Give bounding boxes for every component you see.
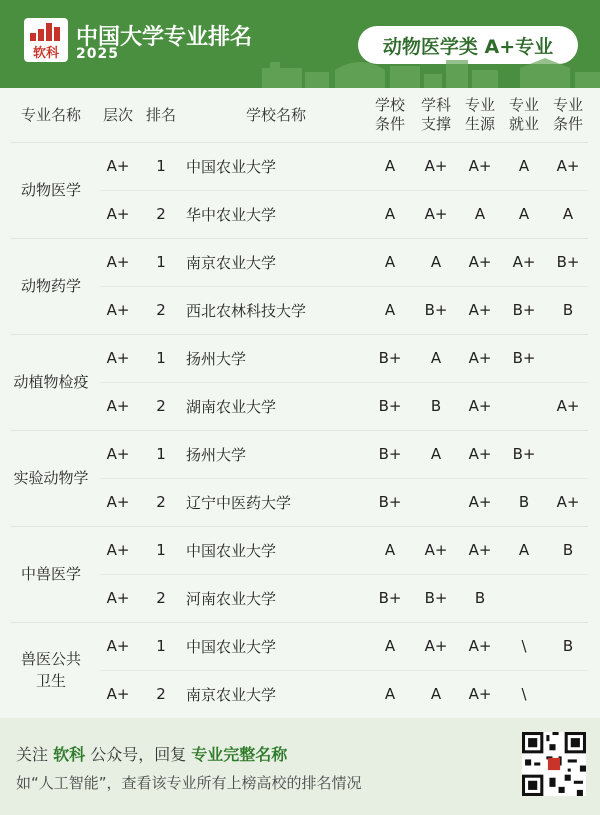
cell-level: A+: [106, 301, 130, 319]
cell-school: 南京农业大学: [186, 253, 277, 272]
cell-c5: A+: [556, 397, 580, 415]
ranking-table: [0, 88, 600, 718]
cell-c1: B+: [378, 589, 402, 607]
cell-level: A+: [106, 397, 130, 415]
cell-school: 中国农业大学: [186, 541, 277, 560]
cell-c2: A: [430, 685, 442, 703]
logo-text: 软科: [32, 46, 59, 61]
cell-c4: A: [518, 157, 530, 175]
col-school: 学校名称: [245, 105, 306, 124]
col-school-condition: 学校 条件: [374, 96, 405, 133]
cell-c3: A+: [468, 349, 492, 367]
reply-keyword: 专业完整名称: [191, 745, 288, 764]
cell-school: 湖南农业大学: [186, 397, 277, 416]
cell-level: A+: [106, 253, 130, 271]
cell-c4: [502, 574, 546, 622]
cell-rank: 1: [156, 445, 166, 463]
cell-c1: A: [384, 301, 396, 319]
cell-level: A+: [106, 637, 130, 655]
cell-c2: B: [430, 397, 442, 415]
cell-c5: [546, 430, 590, 478]
cell-c4: B+: [512, 445, 536, 463]
cell-c2: A: [430, 349, 442, 367]
cell-school: 扬州大学: [186, 349, 247, 368]
cell-c2: [414, 478, 458, 526]
campus-skyline-illustration: [0, 54, 600, 88]
cell-school: 中国农业大学: [186, 637, 277, 656]
cell-c5: B: [562, 637, 574, 655]
cell-c4: B: [518, 493, 530, 511]
cell-school: 中国农业大学: [186, 157, 277, 176]
cell-c3: A+: [468, 493, 492, 511]
col-discipline-support: 学科 支撑: [420, 96, 451, 133]
category-pill: 动物医学类 A+专业: [358, 26, 578, 64]
cell-c3: A+: [468, 445, 492, 463]
cell-c5: [546, 334, 590, 382]
cell-school: 辽宁中医药大学: [186, 493, 292, 512]
cell-c3: A+: [468, 157, 492, 175]
cell-level: A+: [106, 349, 130, 367]
col-major: 专业名称: [20, 105, 81, 124]
cell-rank: 1: [156, 541, 166, 559]
cell-c2: A: [430, 445, 442, 463]
example-instruction: 如“人工智能”，查看该专业所有上榜高校的排名情况: [16, 774, 362, 792]
cell-c4: B+: [512, 349, 536, 367]
cell-school: 扬州大学: [186, 445, 247, 464]
cell-rank: 1: [156, 157, 166, 175]
cell-level: A+: [106, 205, 130, 223]
cell-c1: B+: [378, 397, 402, 415]
cell-rank: 2: [156, 589, 166, 607]
cell-c5: A: [562, 205, 574, 223]
cell-level: A+: [106, 685, 130, 703]
cell-c3: A+: [468, 301, 492, 319]
cell-level: A+: [106, 541, 130, 559]
cell-c4: A: [518, 205, 530, 223]
cell-rank: 2: [156, 685, 166, 703]
cell-c1: A: [384, 637, 396, 655]
cell-c5: B+: [556, 253, 580, 271]
cell-c5: [546, 670, 590, 718]
header-banner: [0, 0, 600, 88]
major-name: 动物医学: [20, 181, 81, 199]
cell-c5: B: [562, 541, 574, 559]
brand-name: 软科: [53, 745, 86, 764]
footer-banner: [0, 718, 600, 815]
major-name: 兽医公共 卫生: [20, 650, 81, 690]
cell-c3: A+: [468, 541, 492, 559]
cell-c1: B+: [378, 493, 402, 511]
cell-c5: A+: [556, 157, 580, 175]
follow-instruction: 关注 软科 公众号，回复 专业完整名称: [16, 745, 288, 764]
cell-c4: \: [521, 685, 527, 703]
cell-c3: B: [474, 589, 486, 607]
cell-school: 华中农业大学: [186, 205, 277, 224]
cell-level: A+: [106, 493, 130, 511]
cell-school: 河南农业大学: [186, 589, 277, 608]
col-major-condition: 专业 条件: [552, 96, 583, 133]
brand-year: 2025: [76, 46, 119, 62]
cell-c1: A: [384, 157, 396, 175]
col-employment: 专业 就业: [508, 96, 539, 133]
major-name: 中兽医学: [20, 565, 81, 583]
col-level: 层次: [102, 105, 133, 124]
cell-c3: A+: [468, 685, 492, 703]
major-name: 动物药学: [20, 277, 81, 295]
cell-rank: 2: [156, 397, 166, 415]
cell-rank: 2: [156, 493, 166, 511]
cell-rank: 2: [156, 301, 166, 319]
brand-title: 中国大学专业排名: [76, 25, 253, 50]
cell-c4: B+: [512, 301, 536, 319]
qr-code-icon[interactable]: [522, 732, 586, 796]
cell-rank: 1: [156, 253, 166, 271]
cell-c1: B+: [378, 445, 402, 463]
cell-rank: 1: [156, 349, 166, 367]
cell-c1: A: [384, 205, 396, 223]
cell-rank: 2: [156, 205, 166, 223]
cell-c3: A+: [468, 253, 492, 271]
cell-c3: A+: [468, 397, 492, 415]
cell-c2: A+: [424, 205, 448, 223]
cell-school: 南京农业大学: [186, 685, 277, 704]
cell-c3: A: [474, 205, 486, 223]
col-rank: 排名: [145, 105, 176, 124]
cell-c2: A: [430, 253, 442, 271]
cell-c2: A+: [424, 541, 448, 559]
cell-c1: A: [384, 253, 396, 271]
cell-c2: A+: [424, 157, 448, 175]
cell-school: 西北农林科技大学: [186, 301, 307, 320]
cell-c2: B+: [424, 589, 448, 607]
cell-c5: B: [562, 301, 574, 319]
cell-c4: [502, 382, 546, 430]
cell-level: A+: [106, 157, 130, 175]
cell-level: A+: [106, 445, 130, 463]
cell-level: A+: [106, 589, 130, 607]
col-student-source: 专业 生源: [464, 96, 495, 133]
cell-c3: A+: [468, 637, 492, 655]
cell-c2: A+: [424, 637, 448, 655]
cell-c1: B+: [378, 349, 402, 367]
cell-c4: \: [521, 637, 527, 655]
ranking-bars-icon: [30, 23, 62, 41]
cell-c4: A+: [512, 253, 536, 271]
major-name: 动植物检疫: [13, 373, 89, 391]
cell-c4: A: [518, 541, 530, 559]
major-name: 实验动物学: [13, 469, 89, 487]
cell-c1: A: [384, 685, 396, 703]
cell-c5: A+: [556, 493, 580, 511]
cell-c2: B+: [424, 301, 448, 319]
cell-rank: 1: [156, 637, 166, 655]
cell-c1: A: [384, 541, 396, 559]
cell-c5: [546, 574, 590, 622]
